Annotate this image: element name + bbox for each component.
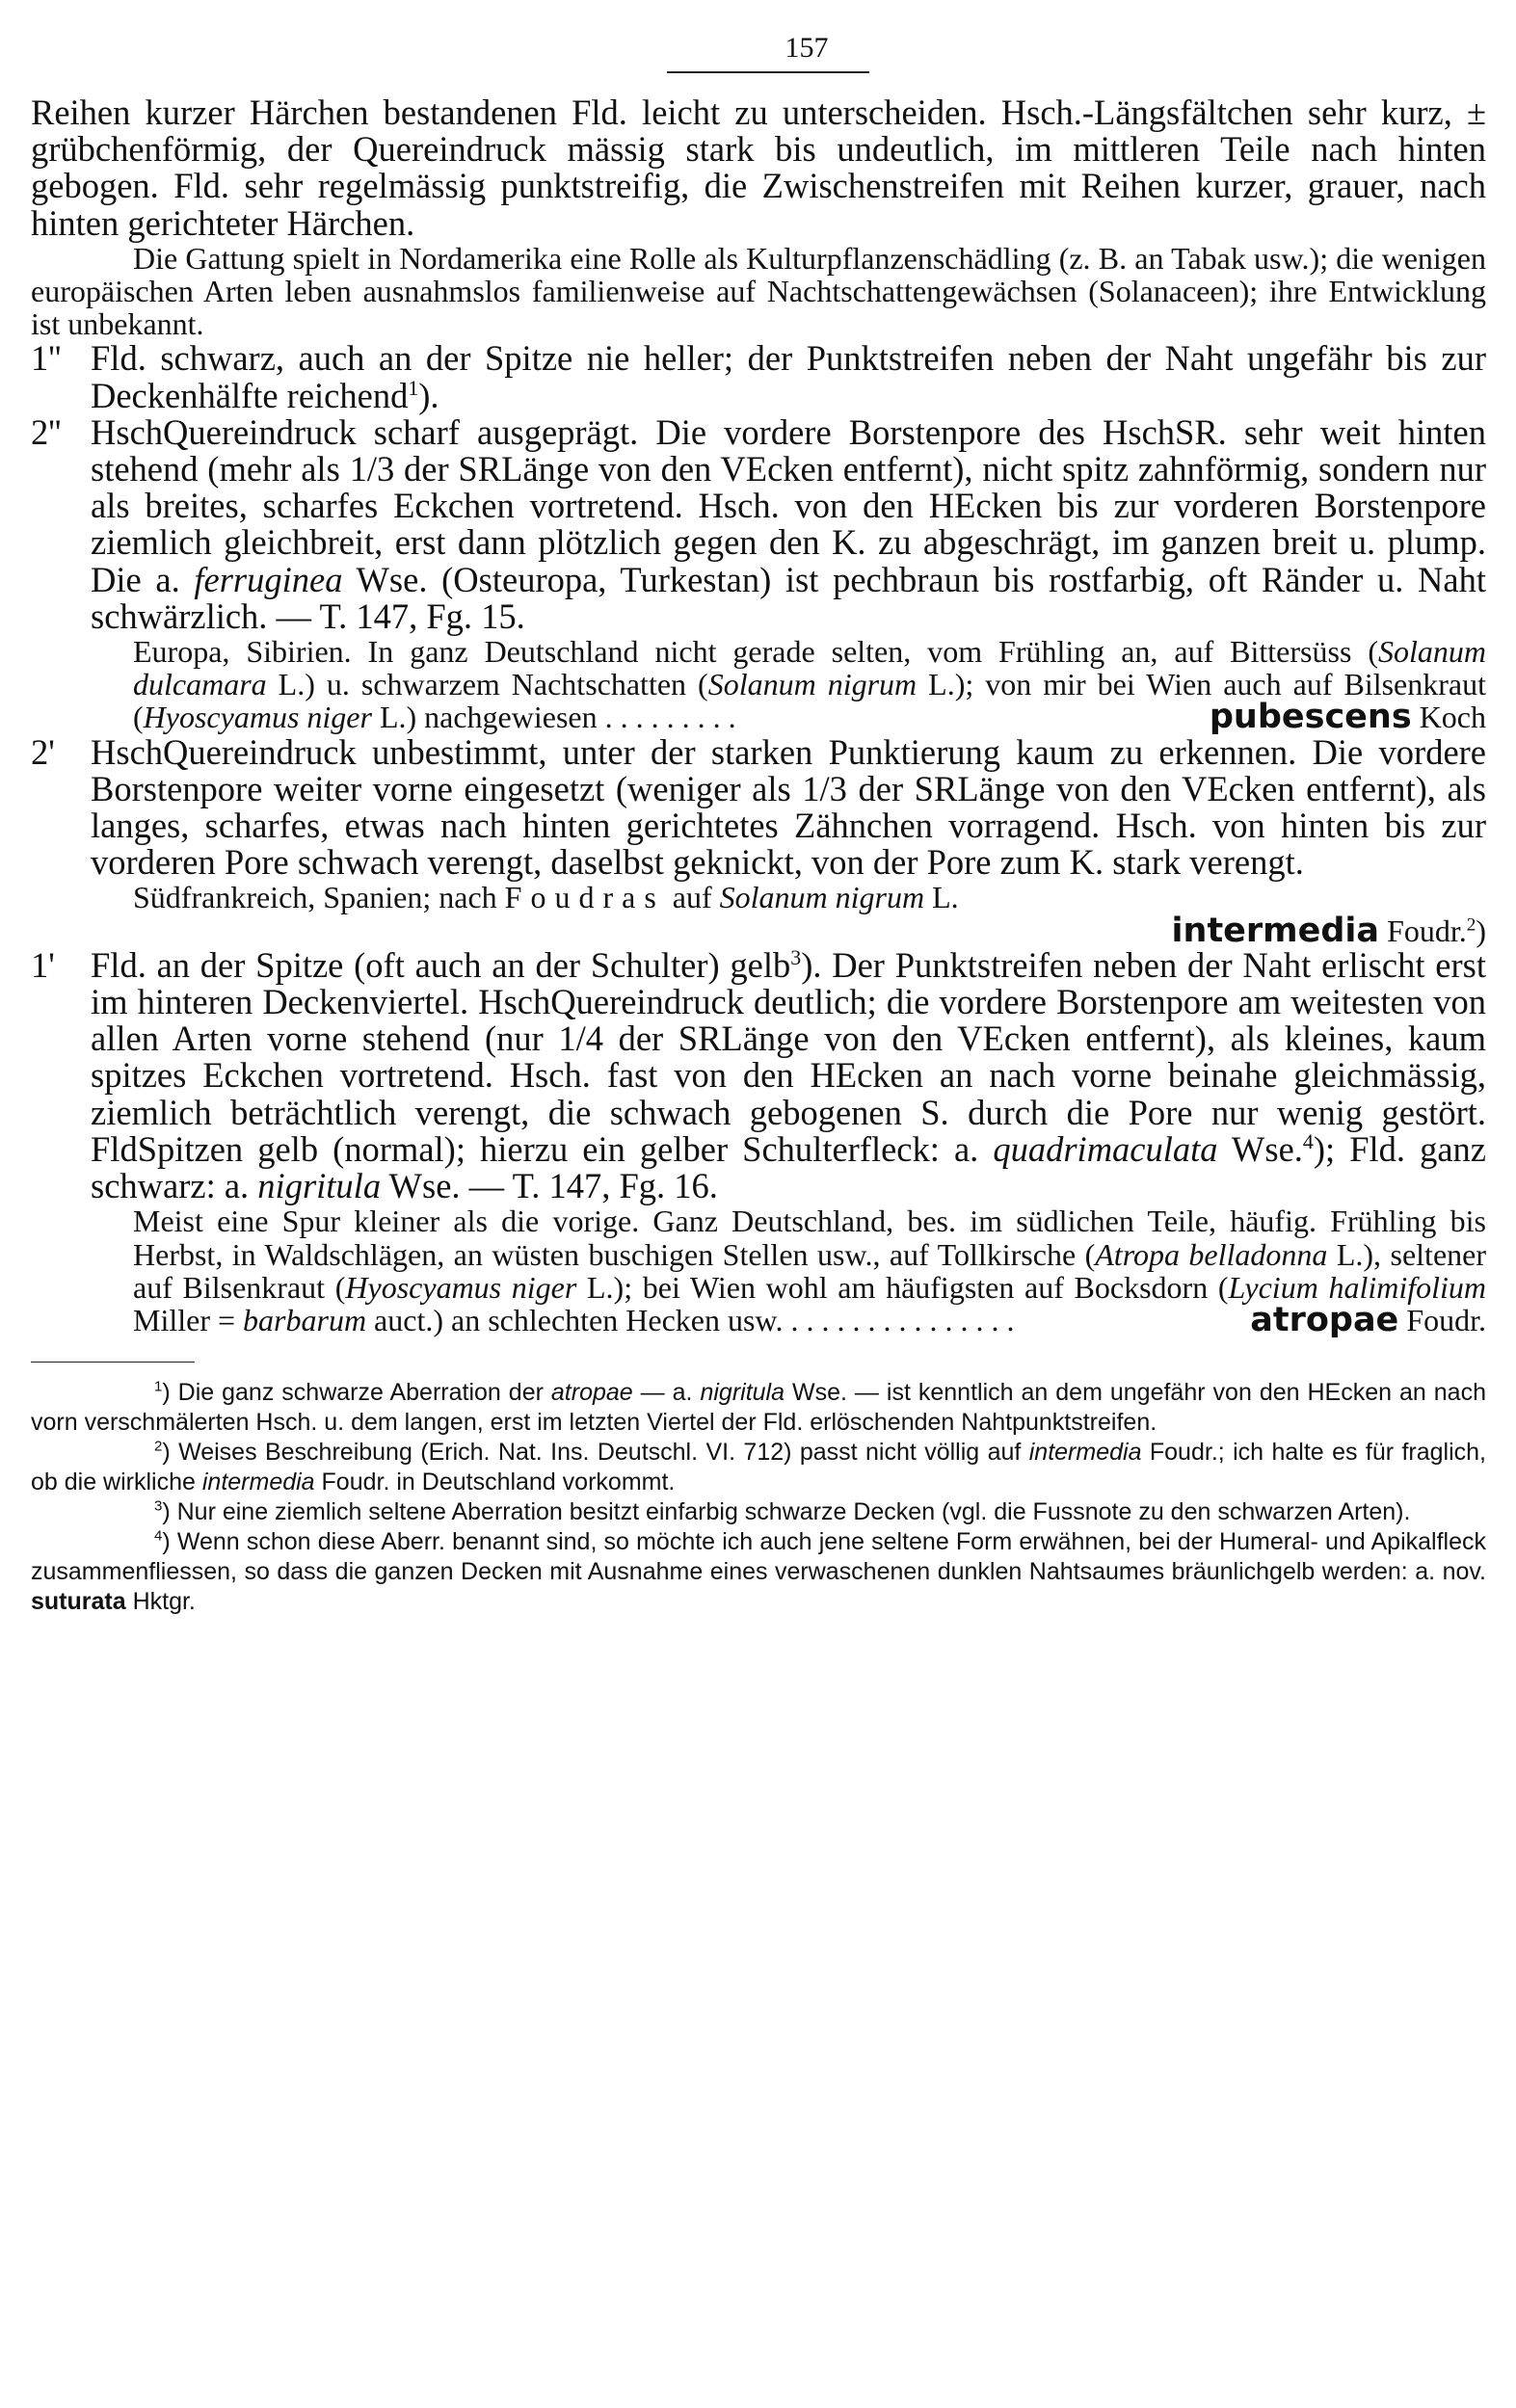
species-author: Foudr. [1387, 913, 1467, 948]
page-number: 157 [785, 32, 829, 64]
key-couplet-2p [31, 731, 1486, 883]
key-couplet-1pp [31, 340, 1486, 413]
paragraph-continuation: Reihen kurzer Härchen bestandenen Fld. leicht zu unterscheiden. Hsch.-Längsfältchen sehr kurz, ± grübchenförmig, der Quereindruck mässig stark bis undeutlich, im mittleren Teile nach hinten gebogen. Fld. sehr regelmässig punktstreifig, die Zwischenstreifen mit Reihen kurzer, grauer, nach hinten gerichteter Härchen. [31, 93, 1486, 243]
key-number: 1' [31, 944, 55, 985]
distribution-intermedia: Südfrankreich, Spanien; nach Foudras auf Solanum nigrum L. [133, 880, 959, 915]
species-line-intermedia: intermedia Foudr.$^2$) [1171, 911, 1486, 950]
distribution-pubescens: Europa, Sibirien. In ganz Deutschland nicht gerade selten, vom Frühling an, auf Bittersüss (Solanum dulcamara L.) u. schwarzem Nachtschatten (Solanum nigrum L.); von mir bei Wien auch auf Bilsenkraut (Hyoscyamus niger L.) nachgewiesen . . . . . . . . . pubescens Koch [133, 634, 1486, 737]
main-text [31, 93, 1487, 1339]
book-page [31, 29, 1486, 1617]
fraction: 1/3 [802, 768, 847, 808]
species-author: Foudr. [1406, 1302, 1486, 1337]
species-name: intermedia [1171, 911, 1380, 950]
key-couplet-2pp [31, 411, 1487, 636]
key-number: 1'' [31, 338, 62, 379]
species-name: atropae [1250, 1300, 1399, 1339]
footnote-2: $^2$) Weises Beschreibung (Erich. Nat. Ins. Deutschl. VI. 712) passt nicht völlig auf intermedia Foudr.; ich halte es für fraglich, ob die wirkliche intermedia Foudr. in Deutschland vorkommt. [31, 1438, 1486, 1496]
fraction: 1/4 [558, 1019, 604, 1059]
paragraph-genus-note: Die Gattung spielt in Nordamerika eine Rolle als Kulturpflanzenschädling (z. B. an Tabak usw.); die wenigen europäischen Arten leben ausnahmslos familienweise auf Nachtschattengewächsen (Solanaceen); ihre Entwicklung ist unbekannt. [31, 240, 1486, 342]
key-number: 2'' [31, 411, 62, 452]
footnote-ref: 1 [408, 375, 419, 400]
header-rule [667, 71, 869, 73]
footnote-3: $^3$) Nur eine ziemlich seltene Aberration besitzt einfarbig schwarze Decken (vgl. die Fussnote zu den schwarzen Arten). [154, 1497, 1411, 1526]
footnote-1: $^1$) Die ganz schwarze Aberration der atropae — a. nigritula Wse. — ist kenntlich an dem ungefähr von den HEcken an nach vorn verschmälerten Hsch. u. dem langen, erst im letzten Viertel der Fld. erlöschenden Nahtpunktstreifen. [31, 1378, 1486, 1437]
footnote-4: $^4$) Wenn schon diese Aberr. benannt sind, so möchte ich auch jene seltene Form erwähnen, bei der Humeral- und Apikalfleck zusammenfliessen, so dass die ganzen Decken mit Ausnahme eines verwaschenen dunklen Nahtsaumes bräunlichgelb werden: a. nov. suturata Hktgr. [31, 1527, 1486, 1616]
species-author: Koch [1419, 700, 1486, 735]
key-text: Fld. schwarz, auch an der Spitze nie heller; der Punktstreifen neben der Naht ungefähr bis zur Deckenhälfte reichend$^1$). [91, 338, 1486, 415]
species-name: pubescens [1209, 698, 1412, 737]
key-text: Fld. an der Spitze (oft auch an der Schulter) gelb$^3$). Der Punktstreifen neben der Naht erlischt erst im hinteren Deckenviertel. HschQuereindruck deutlich; die vordere Borstenpore am weitesten von allen Arten vorne stehend (nur 1/4 der SRLänge von den VEcken entfernt), als kleines, kaum spitzes Eckchen vortretend. Hsch. fast von den HEcken an nach vorne beinahe gleichmässig, ziemlich beträchtlich verengt, die schwach gebogenen S. durch die Pore nur wenig gestört. FldSpitzen gelb (normal); hierzu ein gelber Schulterfleck: a. quadrimaculata Wse.$^4$); Fld. ganz schwarz: a. nigritula Wse. — T. 147, Fg. 16. [91, 944, 1487, 1206]
footnote-rule [31, 1362, 195, 1363]
key-couplet-1p [31, 944, 1487, 1206]
leader-dots: . . . . . . . . . [597, 700, 736, 735]
fraction: 1/3 [349, 449, 395, 490]
key-number: 2' [31, 731, 55, 772]
taxon-name: ferruginea [194, 559, 343, 599]
author-name: Foudras [504, 880, 665, 915]
key-text: HschQuereindruck scharf ausgeprägt. Die vordere Borstenpore des HschSR. sehr weit hinten stehend (mehr als 1/3 der SRLänge von den VEcken entfernt), nicht spitz zahnförmig, sondern nur als breites, scharfes Eckchen vortretend. Hsch. von den HEcken bis zur vorderen Borstenpore ziemlich gleichbreit, erst dann plötzlich gegen den K. zu abgeschrägt, im ganzen breit u. plump. Die a. ferruginea Wse. (Osteuropa, Turkestan) ist pechbraun bis rostfarbig, oft Ränder u. Naht schwärzlich. — T. 147, Fg. 15. [91, 411, 1487, 636]
distribution-atropae: Meist eine Spur kleiner als die vorige. Ganz Deutschland, bes. im südlichen Teile, häufig. Frühling bis Herbst, in Waldschlägen, an wüsten buschigen Stellen usw., auf Tollkirsche (Atropa belladonna L.), seltener auf Bilsenkraut (Hyoscyamus niger L.); bei Wien wohl am häufigsten auf Bocksdorn (Lycium halimifolium Miller = barbarum auct.) an schlechten Hecken usw. . . . . . . . . . . . . . . . atropae Foudr. [133, 1204, 1487, 1339]
key-text: HschQuereindruck unbestimmt, unter der starken Punktierung kaum zu erkennen. Die vordere Borstenpore weiter vorne eingesetzt (weniger als 1/3 der SRLänge von den VEcken entfernt), als langes, scharfes, etwas nach hinten gerichtetes Zähnchen vorragend. Hsch. von hinten bis zur vorderen Pore schwach verengt, daselbst geknickt, von der Pore zum K. stark verengt. [91, 731, 1486, 883]
leader-dots: . . . . . . . . . . . . . . . [783, 1302, 1015, 1337]
footnotes [31, 1378, 1486, 1617]
